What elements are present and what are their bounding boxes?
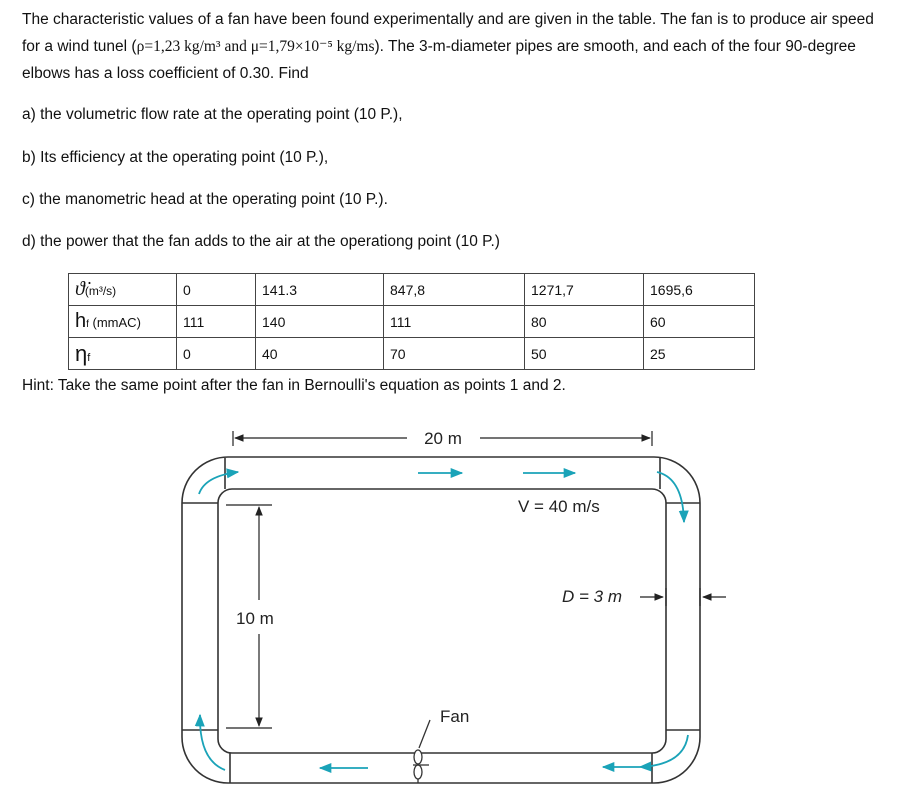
table-cell: 847,8 [384,274,525,306]
elbow-flow-arrow-bottom-left [200,715,225,770]
density-expression: ρ=1,23 kg/m³ [136,38,221,55]
table-cell: 70 [384,338,525,370]
table-cell: 50 [525,338,644,370]
elbow-flow-arrow-top-left [199,472,238,494]
fan-icon [413,720,430,783]
viscosity-expression: μ=1,79×10⁻⁵ kg/ms [250,38,375,55]
table-cell: 141.3 [256,274,384,306]
length-label: 20 m [424,429,462,448]
fan-label: Fan [440,707,470,726]
table-cell: 25 [644,338,755,370]
intro-text-1: The characteristic values of a fan have been found experimentally and are given in the table. The fan is to produce air speed for a wind tunel ( [22,11,874,55]
table-cell: 111 [177,306,256,338]
table-cell: 60 [644,306,755,338]
table-cell: 0 [177,274,256,306]
row-label-flow-rate: ϑ̇(m³/s) [69,274,177,306]
table-cell: 111 [384,306,525,338]
question-d: d) the power that the fan adds to the air at the operationg point (10 P.) [22,233,500,250]
question-b: b) Its efficiency at the operating point (10 P.), [22,149,329,166]
diameter-dimension [640,588,726,606]
table-cell: 0 [177,338,256,370]
question-a: a) the volumetric flow rate at the operating point (10 P.), [22,106,403,123]
and-text: and [220,38,251,55]
elbow-flow-arrow-top-right [657,472,684,522]
velocity-label: V = 40 m/s [518,497,600,516]
elbow-flow-arrow-bottom-right [640,735,688,767]
table-cell: 80 [525,306,644,338]
table-cell: 40 [256,338,384,370]
table-cell: 1695,6 [644,274,755,306]
row-label-efficiency: ηf [69,338,177,370]
hint-text: Hint: Take the same point after the fan in Bernoulli's equation as points 1 and 2. [22,377,566,394]
table-cell: 1271,7 [525,274,644,306]
table-cell: 140 [256,306,384,338]
intro-text-2: ). The 3-m-diameter pipes are smooth, and each of the four 90-degree elbows has a loss coefficient of 0.30. Find [22,38,856,82]
height-label: 10 m [236,609,274,628]
row-label-head: hf (mmAC) [69,306,177,338]
question-c: c) the manometric head at the operating point (10 P.). [22,191,388,208]
diameter-label: D = 3 m [562,587,622,606]
